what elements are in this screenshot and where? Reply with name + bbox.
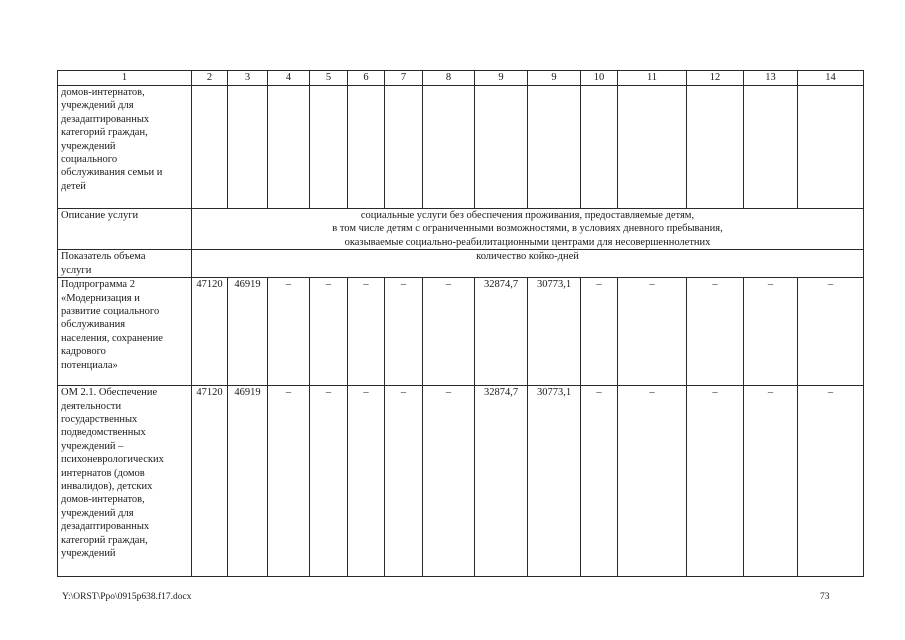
- footer-file-path: Y:\ORST\Ppo\0915p638.f17.docx: [62, 592, 192, 602]
- empty-cell: [228, 86, 268, 209]
- empty-cell: [744, 86, 798, 209]
- label-line: «Модернизация и: [61, 292, 140, 304]
- empty-cell: [528, 86, 581, 209]
- empty-cell: [385, 86, 423, 209]
- value-cell: 47120: [192, 386, 228, 577]
- column-number-cell: 4: [268, 71, 310, 86]
- label-line: дезадаптированных: [61, 521, 150, 533]
- value-cell: –: [798, 386, 864, 577]
- value-cell: 46919: [228, 278, 268, 386]
- label-line: инвалидов), детских: [61, 481, 153, 493]
- value-cell: –: [581, 386, 618, 577]
- value-cell: –: [423, 278, 475, 386]
- label-line: категорий граждан,: [61, 127, 148, 139]
- om-row: [58, 386, 864, 577]
- label-line: обслуживания семьи и: [61, 167, 163, 179]
- column-number-cell: 14: [798, 71, 864, 86]
- label-line: интернатов (домов: [61, 467, 145, 479]
- label-line: категорий граждан,: [61, 534, 148, 546]
- value-cell: –: [268, 278, 310, 386]
- continuation-row: [58, 86, 864, 209]
- service-description-text: [192, 209, 864, 250]
- empty-cell: [348, 86, 385, 209]
- empty-cell: [475, 86, 528, 209]
- value-cell: –: [581, 278, 618, 386]
- label-line: социального: [61, 154, 118, 166]
- value-cell: –: [687, 386, 744, 577]
- empty-cell: [618, 86, 687, 209]
- footer-page-number: 73: [820, 592, 830, 602]
- label-line: учреждений для: [61, 100, 134, 112]
- continuation-label: [58, 86, 192, 209]
- description-line: в том числе детям с ограниченными возможностями, в условиях дневного пребывания,: [332, 223, 723, 235]
- label-line: обслуживания: [61, 319, 126, 331]
- value-cell: –: [687, 278, 744, 386]
- label-line: психоневрологических: [61, 454, 164, 466]
- volume-indicator-label: [58, 250, 192, 278]
- om-label: [58, 386, 192, 577]
- value-cell: –: [798, 278, 864, 386]
- empty-cell: [268, 86, 310, 209]
- value-cell: 32874,7: [475, 386, 528, 577]
- label-line: подведомственных: [61, 427, 146, 439]
- empty-cell: [581, 86, 618, 209]
- volume-indicator-text: количество койко-дней: [192, 250, 864, 278]
- label-line: учреждений: [61, 140, 116, 152]
- value-cell: 47120: [192, 278, 228, 386]
- column-number-cell: 3: [228, 71, 268, 86]
- column-number-cell: 10: [581, 71, 618, 86]
- column-number-cell: 8: [423, 71, 475, 86]
- label-line: кадрового: [61, 346, 106, 358]
- service-description-row: [58, 209, 864, 250]
- service-description-label: Описание услуги: [58, 209, 192, 250]
- value-cell: –: [348, 386, 385, 577]
- column-number-cell: 5: [310, 71, 348, 86]
- value-cell: –: [385, 386, 423, 577]
- description-line: социальные услуги без обеспечения проживания, предоставляемые детям,: [360, 210, 695, 221]
- empty-cell: [423, 86, 475, 209]
- label-line: учреждений –: [61, 440, 124, 452]
- description-line: оказываемые социально-реабилитационными центрами для несовершеннолетних: [344, 236, 711, 248]
- value-cell: 46919: [228, 386, 268, 577]
- value-cell: –: [744, 386, 798, 577]
- column-number-cell: 6: [348, 71, 385, 86]
- label-line: домов-интернатов,: [61, 87, 145, 98]
- value-cell: 30773,1: [528, 386, 581, 577]
- column-number-cell: 2: [192, 71, 228, 86]
- label-line: Показатель объема: [61, 251, 146, 263]
- label-line: государственных: [61, 414, 138, 426]
- value-cell: –: [618, 386, 687, 577]
- label-line: развитие социального: [61, 306, 160, 318]
- label-line: домов-интернатов,: [61, 494, 145, 506]
- column-number-cell: 9: [528, 71, 581, 86]
- volume-indicator-row: [58, 250, 864, 278]
- value-cell: –: [348, 278, 385, 386]
- value-cell: –: [618, 278, 687, 386]
- column-number-cell: 1: [58, 71, 192, 86]
- value-cell: –: [268, 386, 310, 577]
- column-numbers-row: [58, 71, 864, 86]
- label-line: населения, сохранение: [61, 332, 163, 344]
- empty-cell: [687, 86, 744, 209]
- column-number-cell: 7: [385, 71, 423, 86]
- column-number-cell: 12: [687, 71, 744, 86]
- column-number-cell: 13: [744, 71, 798, 86]
- value-cell: 32874,7: [475, 278, 528, 386]
- label-line: дезадаптированных: [61, 113, 150, 125]
- label-line: услуги: [61, 264, 92, 276]
- subprogram-row: [58, 278, 864, 386]
- value-cell: –: [744, 278, 798, 386]
- label-line: деятельности: [61, 400, 122, 412]
- column-number-cell: 11: [618, 71, 687, 86]
- value-cell: 30773,1: [528, 278, 581, 386]
- label-line: детей: [61, 180, 86, 192]
- label-line: потенциала»: [61, 359, 118, 371]
- label-line: Подпрограмма 2: [61, 279, 135, 291]
- empty-cell: [192, 86, 228, 209]
- budget-table: [57, 70, 864, 577]
- value-cell: –: [385, 278, 423, 386]
- value-cell: –: [423, 386, 475, 577]
- label-line: ОМ 2.1. Обеспечение: [61, 387, 158, 399]
- column-number-cell: 9: [475, 71, 528, 86]
- subprogram-label: [58, 278, 192, 386]
- label-line: учреждений: [61, 548, 116, 560]
- value-cell: –: [310, 386, 348, 577]
- empty-cell: [798, 86, 864, 209]
- value-cell: –: [310, 278, 348, 386]
- label-line: учреждений для: [61, 507, 134, 519]
- empty-cell: [310, 86, 348, 209]
